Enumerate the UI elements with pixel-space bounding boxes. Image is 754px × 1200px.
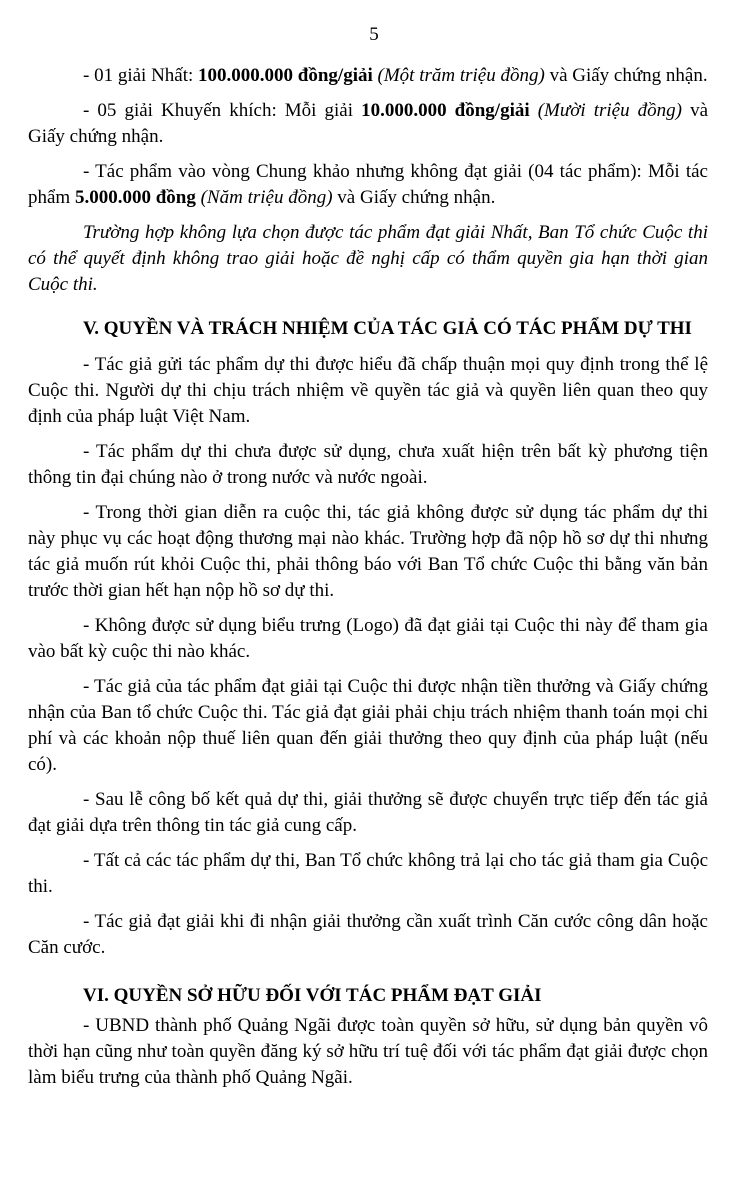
page-number: 5 xyxy=(369,24,379,45)
prize-encouragement-suffix: và Giấy chứng nhận. xyxy=(28,100,708,147)
prize-finalist-prefix: - Tác phẩm vào vòng Chung khảo nhưng không đạt giải (04 tác phẩm): Mỗi tác phẩm xyxy=(28,161,708,208)
prize-encouragement-words: (Mười triệu đồng) xyxy=(537,100,682,121)
prize-first-amount: 100.000.000 đồng/giải xyxy=(198,65,373,86)
prize-finalist-amount: 5.000.000 đồng xyxy=(74,187,196,208)
prize-encouragement-prefix: - 05 giải Khuyến khích: Mỗi giải xyxy=(83,100,362,121)
section-5-paragraph: - Trong thời gian diễn ra cuộc thi, tác giả không được sử dụng tác phẩm dự thi này phục vụ các hoạt động thương mại nào khác. Trường hợp đã nộp hồ sơ dự thi nhưng tác giả muốn rút khỏi Cuộc thi, phải thông báo với Ban Tổ chức Cuộc thi bằng văn bản trước thời gian hết hạn nộp hồ sơ dự thi. xyxy=(28,502,708,601)
section-5-paragraph: - Tác giả đạt giải khi đi nhận giải thưởng cần xuất trình Căn cước công dân hoặc Căn cước. xyxy=(28,911,708,958)
prize-note: Trường hợp không lựa chọn được tác phẩm đạt giải Nhất, Ban Tổ chức Cuộc thi có thể quyết định không trao giải hoặc đề nghị cấp có thẩm quyền gia hạn thời gian Cuộc thi. xyxy=(28,222,708,295)
prize-finalist-words: (Năm triệu đồng) xyxy=(200,187,333,208)
prize-encouragement-amount: 10.000.000 đồng/giải xyxy=(361,100,530,121)
section-5-paragraph: - Sau lễ công bố kết quả dự thi, giải thưởng sẽ được chuyển trực tiếp đến tác giả đạt giải dựa trên thông tin tác giả cung cấp. xyxy=(28,789,708,836)
prize-encouragement xyxy=(28,98,708,150)
section-5-paragraph: - Không được sử dụng biểu trưng (Logo) đã đạt giải tại Cuộc thi này để tham gia vào bất kỳ cuộc thi nào khác. xyxy=(28,615,708,662)
prize-first-prefix: - 01 giải Nhất: xyxy=(83,65,199,86)
section-5-heading: V. QUYỀN VÀ TRÁCH NHIỆM CỦA TÁC GIẢ CÓ TÁC PHẨM DỰ THI xyxy=(83,318,692,339)
section-6-heading: VI. QUYỀN SỞ HỮU ĐỐI VỚI TÁC PHẨM ĐẠT GIẢI xyxy=(83,985,542,1006)
prize-first-words: (Một trăm triệu đồng) xyxy=(377,65,545,86)
prize-first xyxy=(28,63,708,89)
prize-finalist-suffix: và Giấy chứng nhận. xyxy=(332,187,496,208)
prize-finalist xyxy=(28,159,708,211)
section-5-paragraph: - Tất cả các tác phẩm dự thi, Ban Tổ chức không trả lại cho tác giả tham gia Cuộc thi. xyxy=(28,850,708,897)
section-5-paragraph: - Tác phẩm dự thi chưa được sử dụng, chưa xuất hiện trên bất kỳ phương tiện thông tin đại chúng nào ở trong nước và nước ngoài. xyxy=(28,441,708,488)
section-6-paragraph: - UBND thành phố Quảng Ngãi được toàn quyền sở hữu, sử dụng bản quyền vô thời hạn cũng như toàn quyền đăng ký sở hữu trí tuệ đối với tác phẩm đạt giải được chọn làm biểu trưng của thành phố Quảng Ngãi. xyxy=(28,1015,708,1088)
prize-first-suffix: và Giấy chứng nhận. xyxy=(544,65,708,86)
section-5-paragraph: - Tác giả của tác phẩm đạt giải tại Cuộc thi được nhận tiền thưởng và Giấy chứng nhận của Ban tổ chức Cuộc thi. Tác giả đạt giải phải chịu trách nhiệm thanh toán mọi chi phí và các khoản nộp thuế liên quan đến giải thưởng theo quy định của pháp luật (nếu có). xyxy=(28,676,708,775)
section-5-paragraph: - Tác giả gửi tác phẩm dự thi được hiểu đã chấp thuận mọi quy định trong thể lệ Cuộc thi. Người dự thi chịu trách nhiệm về quyền tác giả và quyền liên quan theo quy định của pháp luật Việt Nam. xyxy=(28,354,708,427)
